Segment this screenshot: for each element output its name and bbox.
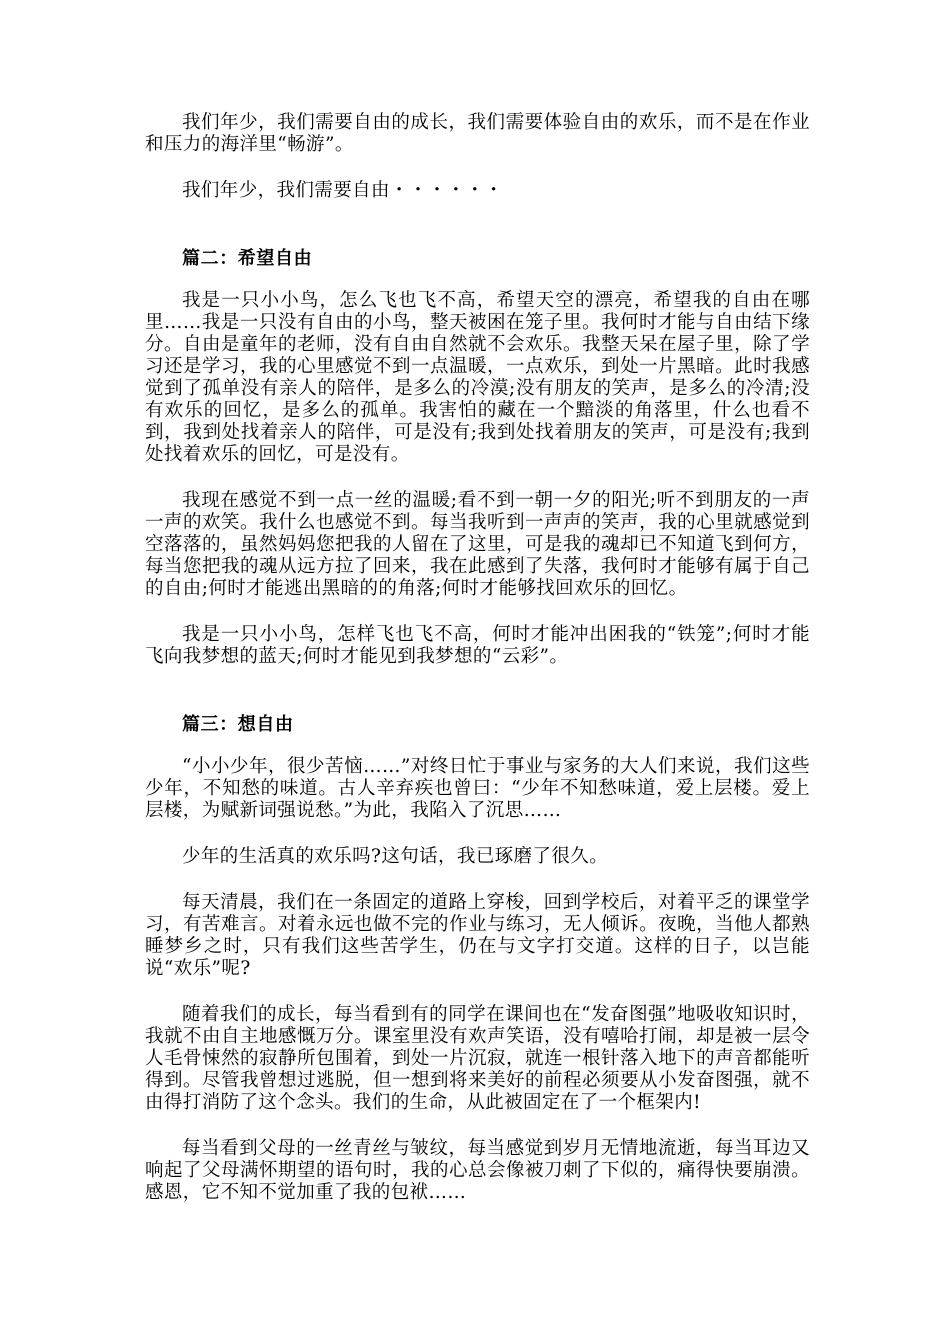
paragraph: 每天清晨，我们在一条固定的道路上穿梭，回到学校后，对着平乏的课堂学习，有苦难言。对着永远也做不完的作业与练习，无人倾诉。夜晚，当他人都熟睡梦乡之时，只有我们这些苦学生，仍在与文字打交道。这样的日子，以岂能说“欢乐”呢? [145, 892, 810, 979]
paragraph: 少年的生活真的欢乐吗?这句话，我已琢磨了很久。 [182, 846, 609, 867]
paragraph: 我现在感觉不到一点一丝的温暖;看不到一朝一夕的阳光;听不到朋友的一声一声的欢笑。我什么也感觉不到。每当我听到一声声的笑声，我的心里就感觉到空落落的，虽然妈妈您把我的人留在了这里，可是我的魂却已不知道飞到何方，每当您把我的魂从远方拉了回来，我在此感到了失落，我何时才能够有属于自己的自由;何时才能逃出黑暗的的角落;何时才能够找回欢乐的回忆。 [145, 490, 810, 599]
section-heading: 篇三：想自由 [182, 714, 294, 735]
paragraph: 每当看到父母的一丝青丝与皱纹，每当感觉到岁月无情地流逝，每当耳边又响起了父母满怀期望的语句时，我的心总会像被刀刺了下似的，痛得快要崩溃。感恩，它不知不觉加重了我的包袱…… [145, 1138, 810, 1203]
paragraph: 随着我们的成长，每当看到有的同学在课间也在“发奋图强”地吸收知识时，我就不由自主地感慨万分。课室里没有欢声笑语，没有嘻哈打闹，却是被一层令人毛骨悚然的寂静所包围着，到处一片沉寂，就连一根针落入地下的声音都能听得到。尽管我曾想过逃脱，但一想到将来美好的前程必须要从小发奋图强，就不由得打消防了这个念头。我们的生命，从此被固定在了一个框架内! [145, 1004, 810, 1113]
document-page [145, 112, 810, 1204]
section-heading: 篇二：希望自由 [182, 248, 313, 269]
paragraph: 我们年少，我们需要自由的成长，我们需要体验自由的欢乐，而不是在作业和压力的海洋里“畅游”。 [145, 112, 810, 155]
paragraph: 我们年少，我们需要自由・・・・・・ [182, 180, 504, 201]
paragraph: 我是一只小小鸟，怎样飞也飞不高，何时才能冲出困我的“铁笼”;何时才能飞向我梦想的蓝天;何时才能见到我梦想的“云彩”。 [145, 624, 810, 667]
paragraph: 我是一只小小鸟，怎么飞也飞不高，希望天空的漂亮，希望我的自由在哪里……我是一只没有自由的小鸟，整天被困在笼子里。我何时才能与自由结下缘分。自由是童年的老师，没有自由自然就不会欢乐。我整天呆在屋子里，除了学习还是学习，我的心里感觉不到一点温暖，一点欢乐，到处一片黑暗。此时我感觉到了孤单没有亲人的陪伴，是多么的冷漠;没有朋友的笑声，是多么的冷清;没有欢乐的回忆，是多么的孤单。我害怕的藏在一个黯淡的角落里，什么也看不到，我到处找着亲人的陪伴，可是没有;我到处找着朋友的笑声，可是没有;我到处找着欢乐的回忆，可是没有。 [145, 290, 810, 465]
paragraph: “小小少年，很少苦恼……”对终日忙于事业与家务的大人们来说，我们这些少年，不知愁的味道。古人辛弃疾也曾曰：“少年不知愁味道，爱上层楼。爱上层楼，为赋新词强说愁。”为此，我陷入了沉思…… [145, 756, 810, 821]
